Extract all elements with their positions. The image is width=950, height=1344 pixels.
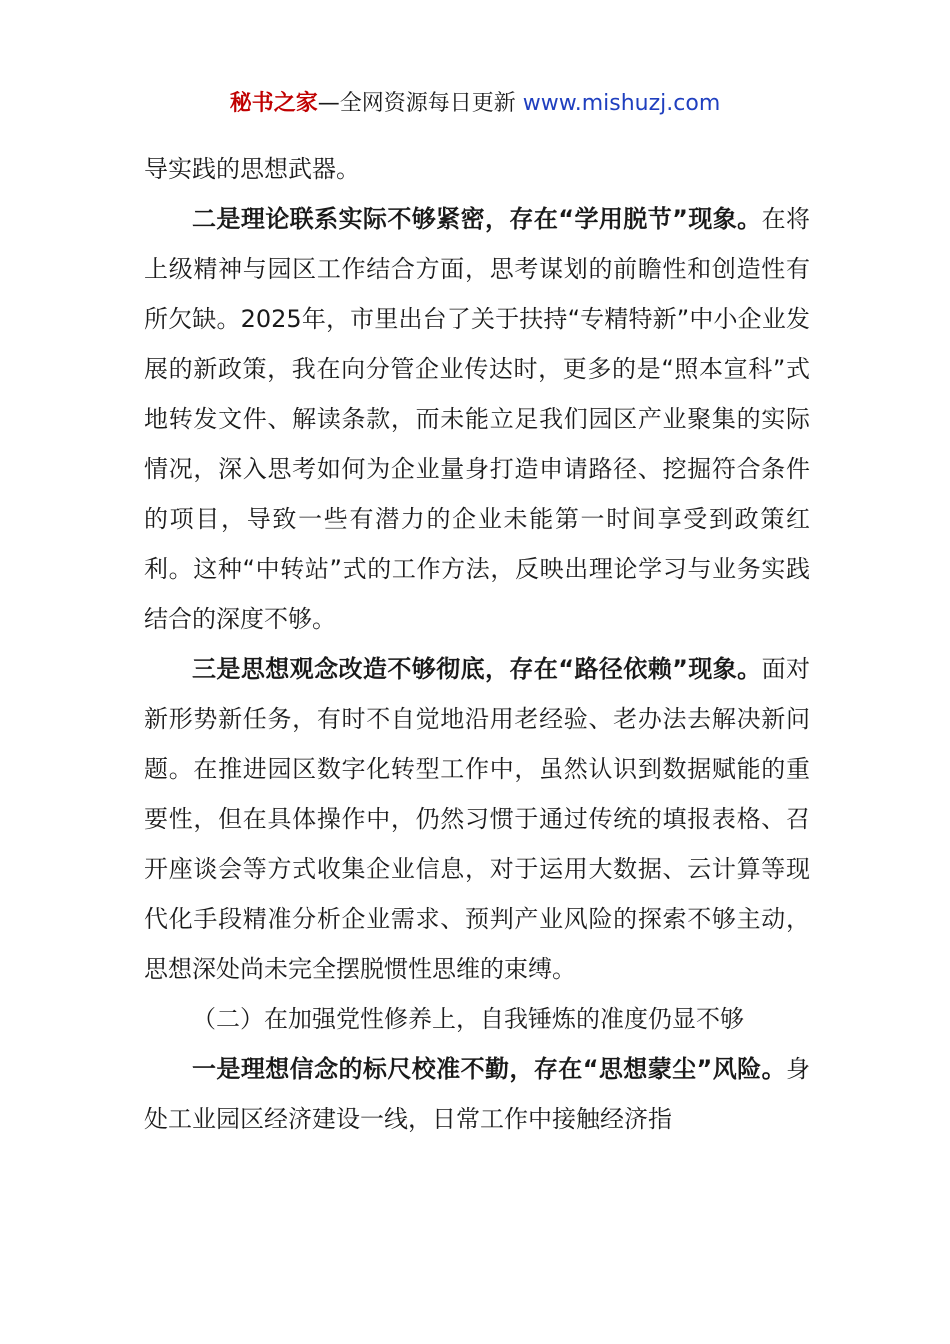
section-heading xyxy=(144,994,810,1044)
paragraph-lead: 三是思想观念改造不够彻底，存在“路径依赖”现象。 xyxy=(192,655,762,683)
website-link[interactable]: www.mishuzj.com xyxy=(522,91,721,116)
paragraph-text: 面对新形势新任务，有时不自觉地沿用老经验、老办法去解决新问题。在推进园区数字化转型工作中，虽然认识到数据赋能的重要性，但在具体操作中，仍然习惯于通过传统的填报表格、召开座谈会等方式收集企业信息，对于运用大数据、云计算等现代化手段精准分析企业需求、预判产业风险的探索不够主动，思想深处尚未完全摆脱惯性思维的束缚。 xyxy=(144,655,811,983)
page-header xyxy=(0,86,950,122)
paragraph-point-one xyxy=(144,1044,810,1144)
paragraph-continuation xyxy=(144,144,810,194)
paragraph-text: 身处工业园区经济建设一线，日常工作中接触经济指 xyxy=(144,1055,810,1133)
header-separator: — xyxy=(317,91,340,116)
paragraph-text: 在将上级精神与园区工作结合方面，思考谋划的前瞻性和创造性有所欠缺。2025年，市里出台了关于扶持“专精特新”中小企业发展的新政策，我在向分管企业传达时，更多的是“照本宣科”式地转发文件、解读条款，而未能立足我们园区产业聚集的实际情况，深入思考如何为企业量身打造申请路径、挖掘符合条件的项目，导致一些有潜力的企业未能第一时间享受到政策红利。这种“中转站”式的工作方法，反映出理论学习与业务实践结合的深度不够。 xyxy=(144,205,811,633)
section-heading-text: （二）在加强党性修养上，自我锤炼的准度仍显不够 xyxy=(192,1005,744,1033)
paragraph-text: 导实践的思想武器。 xyxy=(144,155,360,183)
paragraph-point-two xyxy=(144,194,810,644)
header-tagline: 全网资源每日更新 xyxy=(339,91,523,116)
document-body xyxy=(144,144,810,1144)
paragraph-point-three xyxy=(144,644,810,994)
paragraph-lead: 一是理想信念的标尺校准不勤，存在“思想蒙尘”风险。 xyxy=(192,1055,786,1083)
paragraph-lead: 二是理论联系实际不够紧密，存在“学用脱节”现象。 xyxy=(192,205,762,233)
brand-name: 秘书之家 xyxy=(229,91,318,116)
